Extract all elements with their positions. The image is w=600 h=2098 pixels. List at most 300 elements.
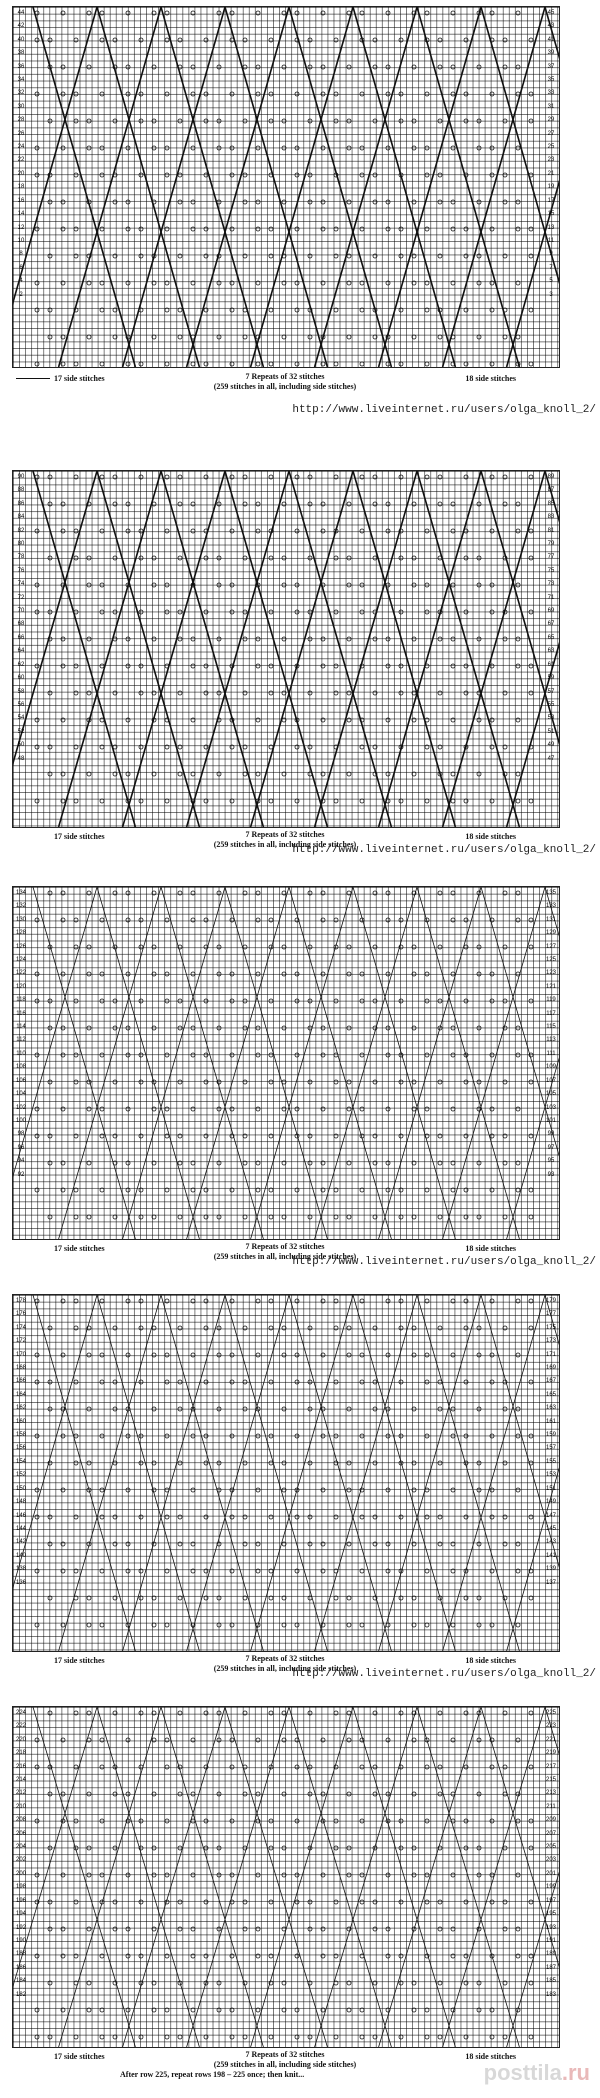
yarn-over-symbol bbox=[152, 2008, 156, 2012]
row-number: 167 bbox=[545, 1378, 556, 1385]
row-number: 140 bbox=[15, 1552, 26, 1559]
yarn-over-symbol bbox=[48, 1161, 52, 1165]
yarn-over-symbol bbox=[165, 1873, 169, 1877]
yarn-over-symbol bbox=[139, 38, 143, 42]
yarn-over-symbol bbox=[386, 1738, 390, 1742]
yarn-over-symbol bbox=[347, 1353, 351, 1357]
row-number: 29 bbox=[547, 117, 555, 124]
credit-url[interactable]: http://www.liveinternet.ru/users/olga_knoll_2/ bbox=[292, 404, 596, 416]
yarn-over-symbol bbox=[152, 146, 156, 150]
yarn-over-symbol bbox=[243, 637, 247, 641]
yarn-over-symbol bbox=[503, 502, 507, 506]
yarn-over-symbol bbox=[438, 38, 442, 42]
yarn-over-symbol bbox=[100, 799, 104, 803]
yarn-over-symbol bbox=[373, 2035, 377, 2039]
yarn-over-symbol bbox=[529, 2035, 533, 2039]
yarn-over-symbol bbox=[35, 1488, 39, 1492]
yarn-over-symbol bbox=[165, 1353, 169, 1357]
row-number: 74 bbox=[17, 581, 25, 588]
yarn-over-symbol bbox=[451, 1407, 455, 1411]
yarn-over-symbol bbox=[386, 1623, 390, 1627]
row-number: 122 bbox=[15, 970, 26, 977]
yarn-over-symbol bbox=[35, 2008, 39, 2012]
yarn-over-symbol bbox=[100, 1569, 104, 1573]
row-number: 98 bbox=[17, 1131, 25, 1138]
yarn-over-symbol bbox=[191, 200, 195, 204]
yarn-over-symbol bbox=[217, 1873, 221, 1877]
yarn-over-symbol bbox=[490, 1134, 494, 1138]
yarn-over-symbol bbox=[490, 664, 494, 668]
row-number: 208 bbox=[15, 1817, 26, 1824]
yarn-over-symbol bbox=[503, 1326, 507, 1330]
yarn-over-symbol bbox=[113, 1515, 117, 1519]
yarn-over-symbol bbox=[126, 1107, 130, 1111]
row-number: 194 bbox=[15, 1911, 26, 1918]
yarn-over-symbol bbox=[61, 1188, 65, 1192]
yarn-over-symbol bbox=[204, 1711, 208, 1715]
yarn-over-symbol bbox=[48, 556, 52, 560]
yarn-over-symbol bbox=[178, 772, 182, 776]
yarn-over-symbol bbox=[295, 1107, 299, 1111]
yarn-over-symbol bbox=[230, 1515, 234, 1519]
row-number: 7 bbox=[549, 264, 553, 271]
yarn-over-symbol bbox=[490, 1765, 494, 1769]
yarn-over-symbol bbox=[321, 146, 325, 150]
row-number: 136 bbox=[15, 1579, 26, 1586]
yarn-over-symbol bbox=[464, 556, 468, 560]
yarn-over-symbol bbox=[74, 1215, 78, 1219]
yarn-over-symbol bbox=[451, 1569, 455, 1573]
yarn-over-symbol bbox=[243, 999, 247, 1003]
yarn-over-symbol bbox=[243, 38, 247, 42]
repeat-line-2: (259 stitches in all, including side stitches) bbox=[213, 2060, 357, 2069]
yarn-over-symbol bbox=[451, 1161, 455, 1165]
yarn-over-symbol bbox=[282, 556, 286, 560]
yarn-over-symbol bbox=[191, 281, 195, 285]
yarn-over-symbol bbox=[529, 1434, 533, 1438]
yarn-over-symbol bbox=[230, 308, 234, 312]
yarn-over-symbol bbox=[217, 1488, 221, 1492]
yarn-over-symbol bbox=[243, 254, 247, 258]
yarn-over-symbol bbox=[464, 691, 468, 695]
yarn-over-symbol bbox=[282, 1542, 286, 1546]
yarn-over-symbol bbox=[477, 772, 481, 776]
yarn-over-symbol bbox=[464, 664, 468, 668]
yarn-over-symbol bbox=[48, 1981, 52, 1985]
yarn-over-symbol bbox=[308, 1380, 312, 1384]
yarn-over-symbol bbox=[126, 972, 130, 976]
yarn-over-symbol bbox=[425, 475, 429, 479]
yarn-over-symbol bbox=[503, 119, 507, 123]
yarn-over-symbol bbox=[347, 200, 351, 204]
yarn-over-symbol bbox=[139, 1434, 143, 1438]
yarn-over-symbol bbox=[412, 556, 416, 560]
yarn-over-symbol bbox=[35, 664, 39, 668]
yarn-over-symbol bbox=[529, 664, 533, 668]
yarn-over-symbol bbox=[87, 1981, 91, 1985]
yarn-over-symbol bbox=[178, 745, 182, 749]
yarn-over-symbol bbox=[256, 1107, 260, 1111]
yarn-over-symbol bbox=[152, 1026, 156, 1030]
yarn-over-symbol bbox=[204, 362, 208, 366]
yarn-over-symbol bbox=[204, 308, 208, 312]
credit-url[interactable]: http://www.liveinternet.ru/users/olga_knoll_2/ bbox=[292, 1668, 596, 1680]
yarn-over-symbol bbox=[113, 891, 117, 895]
yarn-over-symbol bbox=[165, 11, 169, 15]
yarn-over-symbol bbox=[451, 972, 455, 976]
yarn-over-symbol bbox=[269, 1954, 273, 1958]
row-number: 80 bbox=[17, 541, 25, 548]
yarn-over-symbol bbox=[269, 38, 273, 42]
yarn-over-symbol bbox=[61, 146, 65, 150]
yarn-over-symbol bbox=[61, 1488, 65, 1492]
yarn-over-symbol bbox=[425, 1515, 429, 1519]
yarn-over-symbol bbox=[425, 799, 429, 803]
yarn-over-symbol bbox=[295, 1623, 299, 1627]
cable-line bbox=[97, 1295, 199, 1651]
row-number: 58 bbox=[17, 688, 25, 695]
cable-line bbox=[187, 471, 289, 827]
yarn-over-symbol bbox=[100, 1623, 104, 1627]
yarn-over-symbol bbox=[373, 1461, 377, 1465]
yarn-over-symbol bbox=[256, 1873, 260, 1877]
yarn-over-symbol bbox=[529, 1954, 533, 1958]
yarn-over-symbol bbox=[412, 1080, 416, 1084]
row-number: 143 bbox=[545, 1539, 556, 1546]
yarn-over-symbol bbox=[48, 1900, 52, 1904]
yarn-over-symbol bbox=[321, 891, 325, 895]
yarn-over-symbol bbox=[35, 918, 39, 922]
yarn-over-symbol bbox=[139, 2035, 143, 2039]
yarn-over-symbol bbox=[412, 119, 416, 123]
row-number: 199 bbox=[545, 1884, 556, 1891]
yarn-over-symbol bbox=[373, 1026, 377, 1030]
yarn-over-symbol bbox=[503, 1461, 507, 1465]
yarn-over-symbol bbox=[490, 1515, 494, 1519]
yarn-over-symbol bbox=[321, 1161, 325, 1165]
yarn-over-symbol bbox=[35, 1053, 39, 1057]
yarn-over-symbol bbox=[87, 1846, 91, 1850]
yarn-over-symbol bbox=[243, 691, 247, 695]
yarn-over-symbol bbox=[126, 1026, 130, 1030]
yarn-over-symbol bbox=[347, 1461, 351, 1465]
yarn-over-symbol bbox=[269, 1569, 273, 1573]
credit-url[interactable]: http://www.liveinternet.ru/users/olga_knoll_2/ bbox=[292, 1256, 596, 1268]
row-number: 116 bbox=[16, 1010, 26, 1017]
yarn-over-symbol bbox=[464, 999, 468, 1003]
yarn-over-symbol bbox=[48, 999, 52, 1003]
yarn-over-symbol bbox=[477, 146, 481, 150]
yarn-over-symbol bbox=[256, 972, 260, 976]
cable-line bbox=[33, 7, 135, 367]
yarn-over-symbol bbox=[48, 335, 52, 339]
row-number: 124 bbox=[15, 957, 26, 964]
yarn-over-symbol bbox=[451, 281, 455, 285]
row-number: 61 bbox=[547, 661, 555, 668]
yarn-over-symbol bbox=[243, 1161, 247, 1165]
yarn-over-symbol bbox=[321, 1954, 325, 1958]
yarn-over-symbol bbox=[295, 92, 299, 96]
yarn-over-symbol bbox=[529, 529, 533, 533]
yarn-over-symbol bbox=[126, 11, 130, 15]
yarn-over-symbol bbox=[295, 308, 299, 312]
row-number: 128 bbox=[15, 930, 26, 937]
yarn-over-symbol bbox=[451, 1299, 455, 1303]
cable-line bbox=[187, 7, 289, 367]
yarn-over-symbol bbox=[100, 1515, 104, 1519]
row-number: 19 bbox=[547, 184, 555, 191]
yarn-over-symbol bbox=[152, 335, 156, 339]
knitting-chart-5 bbox=[12, 1706, 560, 2048]
yarn-over-symbol bbox=[165, 1380, 169, 1384]
yarn-over-symbol bbox=[360, 1053, 364, 1057]
yarn-over-symbol bbox=[477, 1161, 481, 1165]
yarn-over-symbol bbox=[516, 637, 520, 641]
yarn-over-symbol bbox=[477, 1407, 481, 1411]
row-number: 162 bbox=[15, 1405, 26, 1412]
yarn-over-symbol bbox=[347, 1846, 351, 1850]
row-number: 66 bbox=[17, 634, 25, 641]
yarn-over-symbol bbox=[100, 173, 104, 177]
yarn-over-symbol bbox=[100, 281, 104, 285]
yarn-over-symbol bbox=[503, 335, 507, 339]
yarn-over-symbol bbox=[360, 227, 364, 231]
yarn-over-symbol bbox=[126, 891, 130, 895]
cable-line bbox=[161, 1295, 263, 1651]
yarn-over-symbol bbox=[373, 1792, 377, 1796]
yarn-over-symbol bbox=[217, 335, 221, 339]
cable-line bbox=[123, 887, 225, 1239]
yarn-over-symbol bbox=[243, 1711, 247, 1715]
row-number: 72 bbox=[17, 594, 25, 601]
yarn-over-symbol bbox=[35, 799, 39, 803]
yarn-over-symbol bbox=[100, 1434, 104, 1438]
yarn-over-symbol bbox=[282, 891, 286, 895]
yarn-over-symbol bbox=[243, 1080, 247, 1084]
yarn-over-symbol bbox=[347, 1326, 351, 1330]
row-number: 34 bbox=[17, 77, 25, 84]
yarn-over-symbol bbox=[399, 691, 403, 695]
row-number: 150 bbox=[15, 1485, 26, 1492]
row-number: 161 bbox=[545, 1418, 556, 1425]
yarn-over-symbol bbox=[230, 38, 234, 42]
row-number: 15 bbox=[547, 211, 555, 218]
yarn-over-symbol bbox=[35, 1188, 39, 1192]
row-number: 6 bbox=[19, 264, 23, 271]
yarn-over-symbol bbox=[308, 1542, 312, 1546]
yarn-over-symbol bbox=[412, 637, 416, 641]
yarn-over-symbol bbox=[347, 65, 351, 69]
yarn-over-symbol bbox=[438, 1407, 442, 1411]
yarn-over-symbol bbox=[425, 1819, 429, 1823]
yarn-over-symbol bbox=[269, 918, 273, 922]
yarn-over-symbol bbox=[490, 1107, 494, 1111]
yarn-over-symbol bbox=[386, 502, 390, 506]
yarn-over-symbol bbox=[477, 119, 481, 123]
yarn-over-symbol bbox=[230, 11, 234, 15]
yarn-over-symbol bbox=[74, 1434, 78, 1438]
yarn-over-symbol bbox=[295, 529, 299, 533]
yarn-over-symbol bbox=[516, 772, 520, 776]
yarn-over-symbol bbox=[165, 281, 169, 285]
yarn-over-symbol bbox=[256, 772, 260, 776]
yarn-over-symbol bbox=[425, 2035, 429, 2039]
yarn-over-symbol bbox=[74, 2035, 78, 2039]
yarn-over-symbol bbox=[308, 335, 312, 339]
yarn-over-symbol bbox=[61, 11, 65, 15]
yarn-over-symbol bbox=[438, 1080, 442, 1084]
yarn-over-symbol bbox=[334, 799, 338, 803]
row-number: 114 bbox=[16, 1024, 26, 1031]
row-number: 49 bbox=[547, 742, 555, 749]
yarn-over-symbol bbox=[490, 1873, 494, 1877]
yarn-over-symbol bbox=[282, 1461, 286, 1465]
yarn-over-symbol bbox=[113, 1846, 117, 1850]
yarn-over-symbol bbox=[243, 945, 247, 949]
row-number: 157 bbox=[545, 1445, 556, 1452]
yarn-over-symbol bbox=[217, 200, 221, 204]
yarn-over-symbol bbox=[412, 200, 416, 204]
yarn-over-symbol bbox=[178, 2035, 182, 2039]
yarn-over-symbol bbox=[178, 475, 182, 479]
yarn-over-symbol bbox=[217, 1981, 221, 1985]
yarn-over-symbol bbox=[191, 772, 195, 776]
yarn-over-symbol bbox=[87, 637, 91, 641]
yarn-over-symbol bbox=[61, 1954, 65, 1958]
yarn-over-symbol bbox=[334, 1434, 338, 1438]
left-side-stitches-label: 17 side stitches bbox=[54, 374, 105, 383]
row-number: 108 bbox=[15, 1064, 26, 1071]
yarn-over-symbol bbox=[308, 1927, 312, 1931]
row-number: 105 bbox=[545, 1091, 556, 1098]
yarn-over-symbol bbox=[529, 1765, 533, 1769]
row-number: 60 bbox=[17, 675, 25, 682]
yarn-over-symbol bbox=[35, 529, 39, 533]
yarn-over-symbol bbox=[256, 200, 260, 204]
yarn-over-symbol bbox=[74, 475, 78, 479]
yarn-over-symbol bbox=[399, 664, 403, 668]
yarn-over-symbol bbox=[360, 2008, 364, 2012]
yarn-over-symbol bbox=[126, 362, 130, 366]
yarn-over-symbol bbox=[425, 1107, 429, 1111]
row-number: 173 bbox=[545, 1338, 556, 1345]
yarn-over-symbol bbox=[516, 1188, 520, 1192]
yarn-over-symbol bbox=[269, 1053, 273, 1057]
yarn-over-symbol bbox=[165, 227, 169, 231]
repeat-line-2: (259 stitches in all, including side stitches) bbox=[213, 1252, 357, 1261]
yarn-over-symbol bbox=[477, 1488, 481, 1492]
yarn-over-symbol bbox=[139, 745, 143, 749]
yarn-over-symbol bbox=[490, 281, 494, 285]
yarn-over-symbol bbox=[256, 1542, 260, 1546]
yarn-over-symbol bbox=[477, 1596, 481, 1600]
yarn-over-symbol bbox=[126, 1927, 130, 1931]
yarn-over-symbol bbox=[256, 2008, 260, 2012]
yarn-over-symbol bbox=[100, 92, 104, 96]
yarn-over-symbol bbox=[529, 1981, 533, 1985]
row-number: 164 bbox=[15, 1391, 26, 1398]
cable-line bbox=[161, 7, 263, 367]
yarn-over-symbol bbox=[347, 1792, 351, 1796]
credit-url[interactable]: http://www.liveinternet.ru/users/olga_knoll_2/ bbox=[292, 844, 596, 856]
yarn-over-symbol bbox=[100, 38, 104, 42]
yarn-over-symbol bbox=[399, 475, 403, 479]
yarn-over-symbol bbox=[269, 2035, 273, 2039]
yarn-over-symbol bbox=[191, 1488, 195, 1492]
yarn-over-symbol bbox=[386, 1299, 390, 1303]
cable-line bbox=[251, 1707, 353, 2047]
cable-line bbox=[315, 471, 417, 827]
yarn-over-symbol bbox=[178, 1326, 182, 1330]
yarn-over-symbol bbox=[373, 1515, 377, 1519]
yarn-over-symbol bbox=[100, 1134, 104, 1138]
yarn-over-symbol bbox=[321, 1792, 325, 1796]
yarn-over-symbol bbox=[269, 1380, 273, 1384]
row-number: 18 bbox=[17, 184, 25, 191]
yarn-over-symbol bbox=[139, 1326, 143, 1330]
yarn-over-symbol bbox=[464, 2035, 468, 2039]
yarn-over-symbol bbox=[113, 475, 117, 479]
yarn-over-symbol bbox=[373, 65, 377, 69]
cable-line bbox=[379, 1295, 481, 1651]
yarn-over-symbol bbox=[425, 718, 429, 722]
yarn-over-symbol bbox=[308, 200, 312, 204]
yarn-over-symbol bbox=[425, 529, 429, 533]
yarn-over-symbol bbox=[477, 200, 481, 204]
yarn-over-symbol bbox=[490, 362, 494, 366]
yarn-over-symbol bbox=[113, 38, 117, 42]
yarn-over-symbol bbox=[282, 2008, 286, 2012]
row-number: 101 bbox=[545, 1117, 556, 1124]
yarn-over-symbol bbox=[529, 475, 533, 479]
yarn-over-symbol bbox=[100, 745, 104, 749]
yarn-over-symbol bbox=[178, 502, 182, 506]
yarn-over-symbol bbox=[74, 1380, 78, 1384]
yarn-over-symbol bbox=[165, 1299, 169, 1303]
yarn-over-symbol bbox=[35, 227, 39, 231]
yarn-over-symbol bbox=[165, 146, 169, 150]
yarn-over-symbol bbox=[139, 475, 143, 479]
yarn-over-symbol bbox=[412, 1326, 416, 1330]
yarn-over-symbol bbox=[490, 146, 494, 150]
yarn-over-symbol bbox=[295, 1954, 299, 1958]
yarn-over-symbol bbox=[204, 999, 208, 1003]
yarn-over-symbol bbox=[269, 119, 273, 123]
yarn-over-symbol bbox=[217, 146, 221, 150]
yarn-over-symbol bbox=[386, 1569, 390, 1573]
yarn-over-symbol bbox=[308, 556, 312, 560]
yarn-over-symbol bbox=[100, 664, 104, 668]
yarn-over-symbol bbox=[100, 529, 104, 533]
yarn-over-symbol bbox=[451, 200, 455, 204]
yarn-over-symbol bbox=[295, 1515, 299, 1519]
row-number: 198 bbox=[15, 1884, 26, 1891]
yarn-over-symbol bbox=[477, 1981, 481, 1985]
yarn-over-symbol bbox=[126, 146, 130, 150]
yarn-over-symbol bbox=[308, 610, 312, 614]
yarn-over-symbol bbox=[139, 1900, 143, 1904]
row-number: 109 bbox=[545, 1064, 556, 1071]
row-number: 125 bbox=[545, 957, 556, 964]
yarn-over-symbol bbox=[321, 2008, 325, 2012]
yarn-over-symbol bbox=[321, 1569, 325, 1573]
row-number: 96 bbox=[17, 1144, 25, 1151]
yarn-over-symbol bbox=[529, 1846, 533, 1850]
yarn-over-symbol bbox=[334, 999, 338, 1003]
yarn-over-symbol bbox=[256, 227, 260, 231]
yarn-over-symbol bbox=[204, 1461, 208, 1465]
yarn-over-symbol bbox=[230, 1380, 234, 1384]
